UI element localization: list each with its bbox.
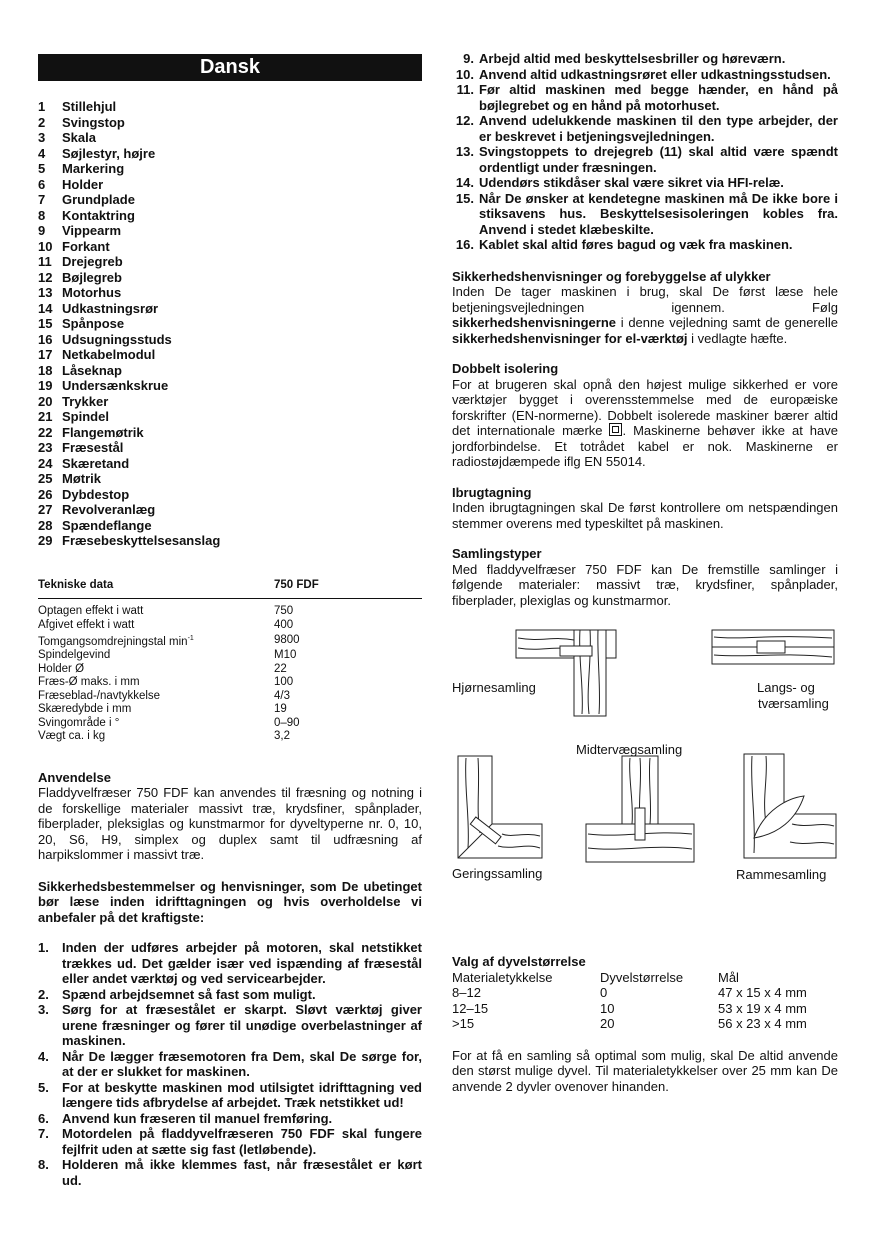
tech-data-value: 9800 — [274, 633, 300, 646]
usage-text: Fladdyvelfræser 750 FDF kan anvendes til fræsning og notning i de forskellige materialer massivt træ, krydsfiner, spånplader, fiberplader, pleksiglas og kunstmarmor for dyveltyperne nr. 0, 10, 20, S6, H9, simplex og duplex samt til udfræsning af harpikslommer i massivt træ. — [38, 785, 422, 863]
tech-data-row — [38, 730, 422, 744]
dowel-cell: 8–12 — [452, 985, 481, 1000]
part-number: 27 — [38, 502, 53, 517]
part-number: 14 — [38, 300, 53, 316]
safety-rule — [38, 987, 422, 1003]
part-label: Spindel — [62, 409, 109, 424]
lengthwise-joint-drawing — [712, 630, 834, 664]
part-label: Undersænkskrue — [62, 378, 169, 393]
joints-heading: Samlingstyper — [452, 546, 542, 561]
part-number: 11 — [38, 254, 52, 269]
part-number: 28 — [38, 517, 53, 533]
part-label: Grundplade — [62, 192, 135, 207]
safety-notes-heading: Sikkerhedshenvisninger og forebyggelse af ulykker — [452, 268, 771, 284]
rule-number: 3. — [38, 1002, 49, 1018]
tech-data-row — [38, 703, 422, 717]
rule-number: 13. — [455, 144, 474, 159]
rule-text: Spænd arbejdsemnet så fast som muligt. — [62, 986, 316, 1002]
part-label: Drejegreb — [62, 254, 123, 269]
tech-data-label: Spindelgevind — [38, 649, 111, 662]
rule-number: 16. — [455, 237, 474, 252]
dowel-table — [452, 970, 807, 1032]
tech-data-value: 22 — [274, 662, 287, 675]
rule-number: 9. — [463, 51, 474, 66]
part-number: 20 — [38, 393, 53, 409]
rule-text: Inden der udføres arbejder på motoren, skal netstikket trækkes ud. Det gælder især ved ispænding af fræsestål eller andet værktøj og ved servicearbejder. — [62, 940, 422, 987]
part-item — [38, 533, 422, 549]
safety-rule — [38, 1157, 422, 1188]
joint-illustrations — [452, 628, 838, 946]
part-number: 22 — [38, 424, 53, 440]
part-item — [38, 130, 422, 146]
frame-joint-label: Rammesamling — [736, 867, 827, 882]
part-item — [38, 239, 422, 255]
corner-joint-drawing — [516, 630, 616, 716]
safety-rule — [452, 144, 838, 175]
part-label: Møtrik — [62, 471, 101, 486]
miter-joint-drawing — [458, 756, 542, 858]
startup-heading: Ibrugtagning — [452, 484, 532, 500]
rule-number: 5. — [38, 1079, 49, 1095]
part-item — [38, 270, 422, 286]
rule-text: Før altid maskinen med begge hænder, en hånd på bøjlegrebet og en hånd på motorhuset. — [479, 82, 838, 113]
safety-rule — [452, 82, 838, 113]
tech-data-row — [38, 690, 422, 704]
dowel-cell: 56 x 23 x 4 mm — [718, 1016, 807, 1031]
part-item — [38, 363, 422, 379]
middle-joint-label: Midtervægsamling — [576, 742, 683, 757]
joint-drawings — [452, 628, 838, 946]
part-item — [38, 316, 422, 332]
dowel-col-dimensions: Mål — [718, 969, 739, 985]
safety-rule — [38, 1002, 422, 1049]
safety-rule — [38, 1126, 422, 1157]
part-label: Kontaktring — [62, 207, 135, 223]
rule-text: Holderen må ikke klemmes fast, når fræsestålet er kørt ud. — [62, 1157, 422, 1188]
part-number: 9 — [38, 223, 46, 238]
part-item — [38, 254, 422, 270]
part-number: 26 — [38, 486, 53, 502]
rule-text: Anvend altid udkastningsrøret eller udkastningsstudsen. — [479, 66, 831, 82]
usage-heading: Anvendelse — [38, 769, 111, 785]
tech-data-label: Fræs-Ø maks. i mm — [38, 676, 140, 689]
rule-number: 4. — [38, 1048, 49, 1064]
part-label: Spændeflange — [62, 517, 152, 533]
part-number: 8 — [38, 207, 46, 223]
tech-data-value: 400 — [274, 618, 294, 631]
part-label: Forkant — [62, 238, 110, 254]
rule-text: For at beskytte maskinen mod utilsigtet idrifttagning ved længere tids afbrydelse af arbejdet. Træk netstikket ud! — [62, 1079, 422, 1111]
part-label: Udkastningsrør — [62, 300, 159, 316]
part-label: Skæretand — [62, 455, 130, 471]
part-label: Fræsestål — [62, 440, 124, 455]
part-number: 25 — [38, 471, 53, 486]
tech-data-label: Svingområde i ° — [38, 716, 120, 729]
rule-text: Når De lægger fræsemotoren fra Dem, skal De sørge for, at der er slukket for maskinen. — [62, 1048, 422, 1080]
part-label: Holder — [62, 176, 104, 192]
safety-rule — [38, 1080, 422, 1111]
tech-data-label: Fræseblad-/navtykkelse — [38, 689, 161, 702]
startup-section — [452, 485, 838, 532]
part-number: 23 — [38, 440, 53, 455]
safety-heading: Sikkerhedsbestemmelser og henvisninger, som De ubetinget bør læse inden idrifttagningen og hvis overholdelse vi anbefaler på det kraftigste: — [38, 878, 422, 925]
part-item — [38, 161, 422, 177]
joints-text: Med fladdyvelfræser 750 FDF kan De fremstille samlinger i følgende materialer: massivt træ, krydsfiner, spånplader, fiberplader, plexiglas og kunstmarmor. — [452, 561, 838, 608]
safety-rule — [38, 1049, 422, 1080]
rule-number: 8. — [38, 1157, 49, 1173]
safety-rule — [452, 237, 838, 253]
rule-text: Anvend kun fræseren til manuel fremføring. — [62, 1110, 333, 1126]
rule-text: Udendørs stikdåser skal være sikret via HFI-relæ. — [479, 175, 784, 190]
dowel-row — [452, 1016, 807, 1032]
safety-section — [38, 879, 422, 1189]
rule-text: Kablet skal altid føres bagud og væk fra maskinen. — [479, 237, 793, 252]
rule-number: 6. — [38, 1110, 49, 1126]
rule-text: Når De ønsker at kendetegne maskinen må De ikke bore i stiksavens hus. Beskyttelsesisoleringen kobles fra. Anvend i stedet klæbeskilte. — [479, 190, 838, 237]
safety-rule — [452, 191, 838, 238]
right-column — [452, 51, 838, 1094]
left-column — [38, 54, 422, 1188]
dowel-cell: 47 x 15 x 4 mm — [718, 985, 807, 1000]
part-item — [38, 332, 422, 348]
part-item — [38, 518, 422, 534]
part-number: 17 — [38, 347, 53, 362]
part-item — [38, 208, 422, 224]
tech-data-row — [38, 632, 422, 649]
tech-data-value: 750 — [274, 605, 294, 617]
part-number: 6 — [38, 176, 46, 192]
tech-data-row — [38, 676, 422, 690]
dowel-cell: 53 x 19 x 4 mm — [718, 1000, 807, 1016]
part-number: 7 — [38, 192, 46, 207]
part-label: Søjlestyr, højre — [62, 145, 156, 161]
part-item — [38, 146, 422, 162]
rule-text: Sørg for at fræsestålet er skarpt. Sløvt værktøj giver urene fræsninger og fører til unødige overbelastninger af maskinen. — [62, 1002, 422, 1049]
isolation-heading: Dobbelt isolering — [452, 361, 559, 376]
safety-list-right — [452, 51, 838, 253]
dowel-row — [452, 1001, 807, 1017]
tech-data-label: Afgivet effekt i watt — [38, 618, 135, 631]
rule-number: 1. — [38, 940, 49, 956]
tech-data-label: Vægt ca. i kg — [38, 730, 106, 743]
tech-data-value: 100 — [274, 676, 294, 689]
part-item — [38, 394, 422, 410]
tech-data-label: Skæredybde i mm — [38, 703, 132, 716]
part-item — [38, 425, 422, 441]
rule-number: 2. — [38, 986, 49, 1002]
tech-data-value: 4/3 — [274, 689, 290, 702]
part-number: 15 — [38, 316, 53, 331]
safety-rule — [452, 51, 838, 67]
tech-data-value: M10 — [274, 649, 297, 662]
dowel-col-size: Dyvelstørrelse — [600, 969, 684, 985]
part-label: Stillehjul — [62, 99, 117, 114]
dowel-cell: >15 — [452, 1016, 475, 1031]
corner-joint-label: Hjørnesamling — [452, 680, 536, 695]
dowel-row — [452, 985, 807, 1001]
part-label: Bøjlegreb — [62, 269, 122, 285]
part-label: Markering — [62, 161, 125, 176]
dowel-col-material: Materialetykkelse — [452, 969, 553, 985]
safety-notes-section — [452, 269, 838, 347]
dowel-section — [452, 954, 838, 1094]
tech-data-model: 750 FDF — [274, 579, 422, 599]
rule-number: 12. — [455, 113, 474, 128]
safety-rule — [38, 1111, 422, 1127]
part-item — [38, 440, 422, 456]
part-number: 21 — [38, 409, 53, 424]
part-label: Spånpose — [62, 316, 125, 331]
part-item — [38, 115, 422, 131]
tech-data-label: Holder Ø — [38, 662, 85, 675]
part-item — [38, 99, 422, 115]
part-label: Trykker — [62, 393, 109, 409]
safety-notes-text: Inden De tager maskinen i brug, skal De først læse hele betjeningsvejledningen igennem. Følg sikkerhedshenvisningerne i denne vejledning samt de generelle sikkerhedshenvisninger for el-værktøj i vedlagte hæfte. — [452, 284, 838, 346]
part-label: Flangemøtrik — [62, 424, 144, 440]
part-item — [38, 285, 422, 301]
dowel-cell: 10 — [600, 1000, 615, 1016]
part-item — [38, 223, 422, 239]
part-number: 18 — [38, 362, 53, 378]
lengthwise-joint-label-2: tværsamling — [758, 696, 829, 711]
safety-rule — [38, 940, 422, 987]
usage-section — [38, 770, 422, 863]
part-label: Netkabelmodul — [62, 347, 156, 362]
rule-text: Anvend udelukkende maskinen til den type arbejder, der er beskrevet i betjeningsvejledningen. — [479, 113, 838, 144]
part-item — [38, 471, 422, 487]
startup-text: Inden ibrugtagningen skal De først kontrollere om netspændingen stemmer overens med typeskiltet på maskinen. — [452, 500, 838, 531]
tech-data-row — [38, 717, 422, 731]
part-label: Låseknap — [62, 362, 122, 378]
part-number: 4 — [38, 145, 46, 161]
part-label: Dybdestop — [62, 486, 130, 502]
part-item — [38, 192, 422, 208]
miter-joint-label: Geringssamling — [452, 866, 543, 881]
part-label: Svingstop — [62, 114, 125, 130]
rule-number: 14. — [455, 175, 474, 190]
dowel-note: For at få en samling så optimal som mulig, skal De altid anvende den størst mulige dyvel. Til materialetykkelser over 25 mm kan De anvende 2 dyvler ovenover hinanden. — [452, 1047, 838, 1094]
language-header: Dansk — [38, 54, 422, 81]
tech-data-value: 19 — [274, 703, 287, 716]
dowel-cell: 20 — [600, 1016, 615, 1031]
safety-rule — [452, 175, 838, 191]
part-item — [38, 378, 422, 394]
part-label: Revolveranlæg — [62, 502, 156, 517]
safety-rule — [452, 113, 838, 144]
part-number: 16 — [38, 331, 53, 347]
rule-text: Svingstoppets to drejegreb (11) skal altid være spændt ordentligt under fræsningen. — [479, 144, 838, 175]
tech-data-row — [38, 619, 422, 633]
lengthwise-joint-label-1: Langs- og — [757, 680, 815, 695]
isolation-section — [452, 361, 838, 470]
part-item — [38, 409, 422, 425]
frame-joint-drawing — [744, 754, 836, 858]
part-label: Motorhus — [62, 285, 122, 300]
rule-text: Arbejd altid med beskyttelsesbriller og høreværn. — [479, 51, 786, 66]
part-number: 3 — [38, 130, 46, 145]
tech-data-value: 0–90 — [274, 716, 300, 729]
rule-number: 10. — [455, 66, 474, 82]
rule-number: 15. — [455, 190, 474, 206]
part-label: Vippearm — [62, 223, 122, 238]
parts-list — [38, 99, 422, 549]
dowel-cell: 0 — [600, 985, 608, 1000]
part-number: 24 — [38, 455, 53, 471]
dowel-cell: 12–15 — [452, 1000, 489, 1016]
part-label: Fræsebeskyttelsesanslag — [62, 533, 221, 548]
tech-data-value: 3,2 — [274, 730, 290, 743]
isolation-text: For at brugeren skal opnå den højest mulige sikkerhed er vore værktøjer bygget i overensstemmelse med de europæiske forskrifter (EN-normerne). Dobbelt isolerede maskiner bærer altid det internationale mærke . Maskinerne behøver ikke at have jordforbindelse. Et totrådet kabel er nok. Maskinerne er radiostøjdæmpede iflg EN 55014. — [452, 376, 838, 469]
part-label: Udsugningsstuds — [62, 331, 172, 347]
part-number: 10 — [38, 238, 53, 254]
tech-data-row — [38, 663, 422, 677]
tech-data-label: Optagen effekt i watt — [38, 605, 144, 617]
part-number: 12 — [38, 269, 53, 285]
middle-joint-drawing — [586, 756, 694, 862]
part-label: Skala — [62, 130, 96, 145]
part-item — [38, 347, 422, 363]
part-number: 13 — [38, 285, 53, 300]
part-item — [38, 456, 422, 472]
tech-data-row — [38, 649, 422, 663]
rule-text: Motordelen på fladdyvelfræseren 750 FDF skal fungere fejlfrit uden at sætte sig fast (letløbende). — [62, 1126, 422, 1157]
safety-rule — [452, 67, 838, 83]
tech-data-table — [38, 579, 422, 744]
part-number: 5 — [38, 161, 46, 176]
double-insulation-icon — [609, 423, 622, 436]
part-number: 1 — [38, 99, 46, 114]
tech-data-header: Tekniske data — [38, 579, 274, 599]
dowel-heading: Valg af dyvelstørrelse — [452, 954, 586, 969]
tech-data-row — [38, 599, 422, 619]
part-item — [38, 502, 422, 518]
part-item — [38, 487, 422, 503]
safety-list-left — [38, 940, 422, 1188]
part-number: 29 — [38, 533, 53, 548]
part-number: 19 — [38, 378, 53, 393]
part-item — [38, 177, 422, 193]
part-item — [38, 301, 422, 317]
part-number: 2 — [38, 114, 46, 130]
joints-section — [452, 546, 838, 608]
tech-data-label: Tomgangsomdrejningstal $\min^{-1}$ — [38, 635, 194, 648]
rule-number: 11. — [456, 82, 474, 97]
rule-number: 7. — [38, 1126, 49, 1142]
